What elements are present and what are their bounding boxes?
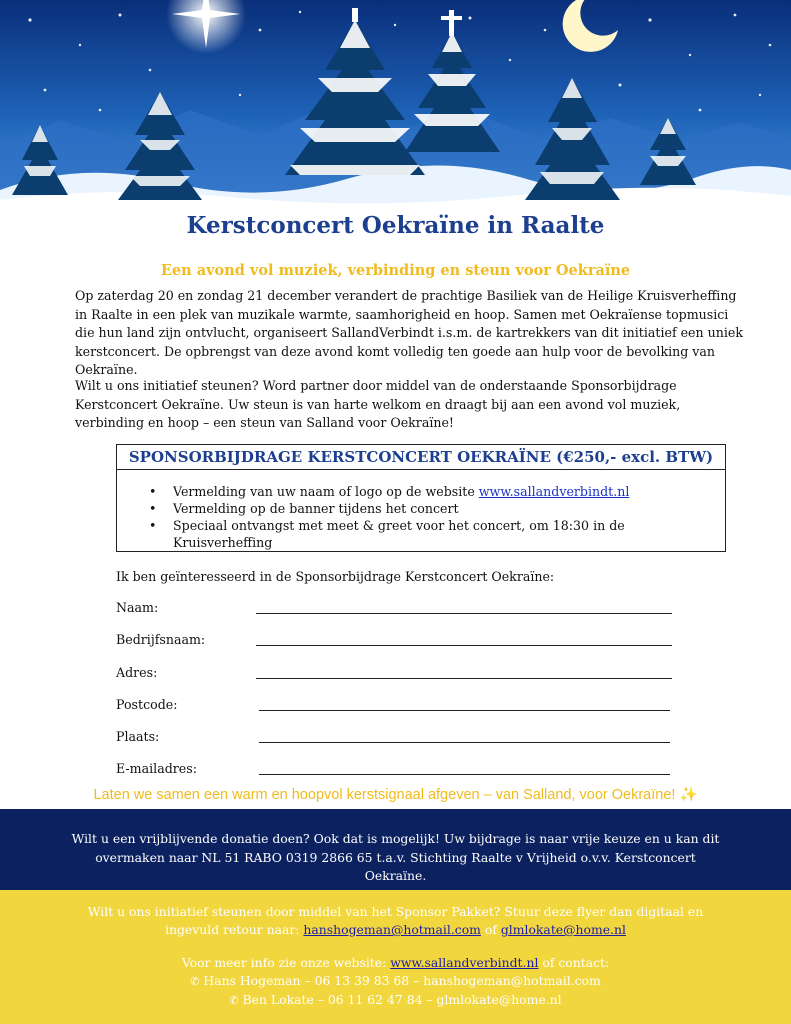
phone-icon: ✆ — [190, 975, 200, 988]
phone-icon: ✆ — [229, 994, 239, 1007]
contact-suffix: of contact: — [538, 955, 610, 970]
adres-label: Adres: — [116, 665, 158, 680]
naam-label: Naam: — [116, 600, 159, 615]
email-label: E-mailadres: — [116, 761, 197, 776]
plaats-field[interactable] — [259, 742, 670, 743]
email-field[interactable] — [259, 774, 670, 775]
form-row-naam — [116, 600, 676, 618]
email-link-ben[interactable]: glmlokate@home.nl — [500, 922, 626, 937]
form-row-email — [116, 761, 676, 779]
or-text: of — [480, 922, 501, 937]
sponsor-box — [116, 444, 726, 552]
header-illustration — [0, 0, 791, 211]
contact-prefix: Voor meer info zie onze website: — [181, 955, 391, 970]
form-row-bedrijfsnaam — [116, 632, 676, 650]
sponsor-pakket-text — [60, 903, 731, 939]
contact-hans-text: Hans Hogeman – 06 13 39 83 68 – hanshogeman@hotmail.com — [203, 973, 601, 988]
postcode-field[interactable] — [259, 710, 670, 711]
naam-field[interactable] — [256, 613, 672, 614]
contact-ben — [60, 991, 731, 1010]
postcode-label: Postcode: — [116, 697, 178, 712]
page-title: Kerstconcert Oekraïne in Raalte — [186, 212, 605, 239]
benefit-text: Vermelding van uw naam of logo op de website — [173, 484, 479, 499]
form-row-plaats — [116, 729, 676, 747]
form-row-postcode — [116, 697, 676, 715]
list-item: • Speciaal ontvangst met meet & greet voor het concert, om 18:30 in de Kruisverheffing — [173, 517, 725, 551]
footer-website-link[interactable]: www.sallandverbindt.nl — [390, 955, 539, 970]
sponsor-heading: SPONSORBIJDRAGE KERSTCONCERT OEKRAÏNE (€250,- excl. BTW) — [117, 445, 725, 470]
contact-hans — [60, 972, 731, 991]
donation-band — [0, 809, 791, 890]
bedrijfsnaam-field[interactable] — [256, 645, 672, 646]
sponsor-pakket-label: Wilt u ons initiatief steunen door middel van het Sponsor Pakket? Stuur deze flyer dan digitaal en ingevuld retour naar: — [87, 904, 704, 937]
list-item: • Vermelding op de banner tijdens het concert — [173, 500, 725, 517]
website-link[interactable]: www.sallandverbindt.nl — [478, 484, 630, 499]
contact-band — [0, 890, 791, 1024]
bedrijfsnaam-label: Bedrijfsnaam: — [116, 632, 206, 647]
form-intro: Ik ben geïnteresseerd in de Sponsorbijdrage Kerstconcert Oekraïne: — [116, 569, 555, 584]
contact-ben-text: Ben Lokate – 06 11 62 47 84 – glmlokate@home.nl — [242, 992, 562, 1007]
plaats-label: Plaats: — [116, 729, 160, 744]
form-row-adres — [116, 665, 676, 683]
intro-paragraph: Op zaterdag 20 en zondag 21 december verandert de prachtige Basiliek van de Heilige Kruisverheffing in Raalte in een plek van muzikale warmte, saamhorigheid en hoop. Samen met Oekraïense topmusici die hun land zijn ontvlucht, organiseert SallandVerbindt i.s.m. de kartrekkers van dit initiatief een uniek kerstconcert. De opbrengst van deze avond komt volledig ten goede aan hulp voor de bevolking van Oekraïne. — [75, 288, 743, 377]
email-link-hans[interactable]: hanshogeman@hotmail.com — [303, 922, 481, 937]
winter-night-scene — [0, 0, 791, 211]
website-line — [60, 954, 731, 972]
support-paragraph: Wilt u ons initiatief steunen? Word partner door middel van de onderstaande Sponsorbijdrage Kerstconcert Oekraïne. Uw steun is van harte welkom en draagt bij aan een avond vol muziek, verbinding en hoop – een steun van Salland voor Oekraïne! — [75, 378, 681, 430]
adres-field[interactable] — [256, 678, 672, 679]
list-item — [173, 483, 725, 500]
sponsor-benefits-list — [117, 483, 725, 551]
donation-text: Wilt u een vrijblijvende donatie doen? Ook dat is mogelijk! Uw bijdrage is naar vrije keuze en u kan dit overmaken naar NL 51 RABO 0319 2866 65 t.a.v. Stichting Raalte v Vrijheid o.v.v. Kerstconcert Oekraïne. — [71, 831, 720, 883]
contact-info — [60, 954, 731, 1010]
subtitle: Een avond vol muziek, verbinding en steun voor Oekraïne — [160, 262, 631, 279]
closing-message: Laten we samen een warm en hoopvol kerstsignaal afgeven – van Salland, voor Oekraïne! ✨ — [93, 787, 698, 803]
